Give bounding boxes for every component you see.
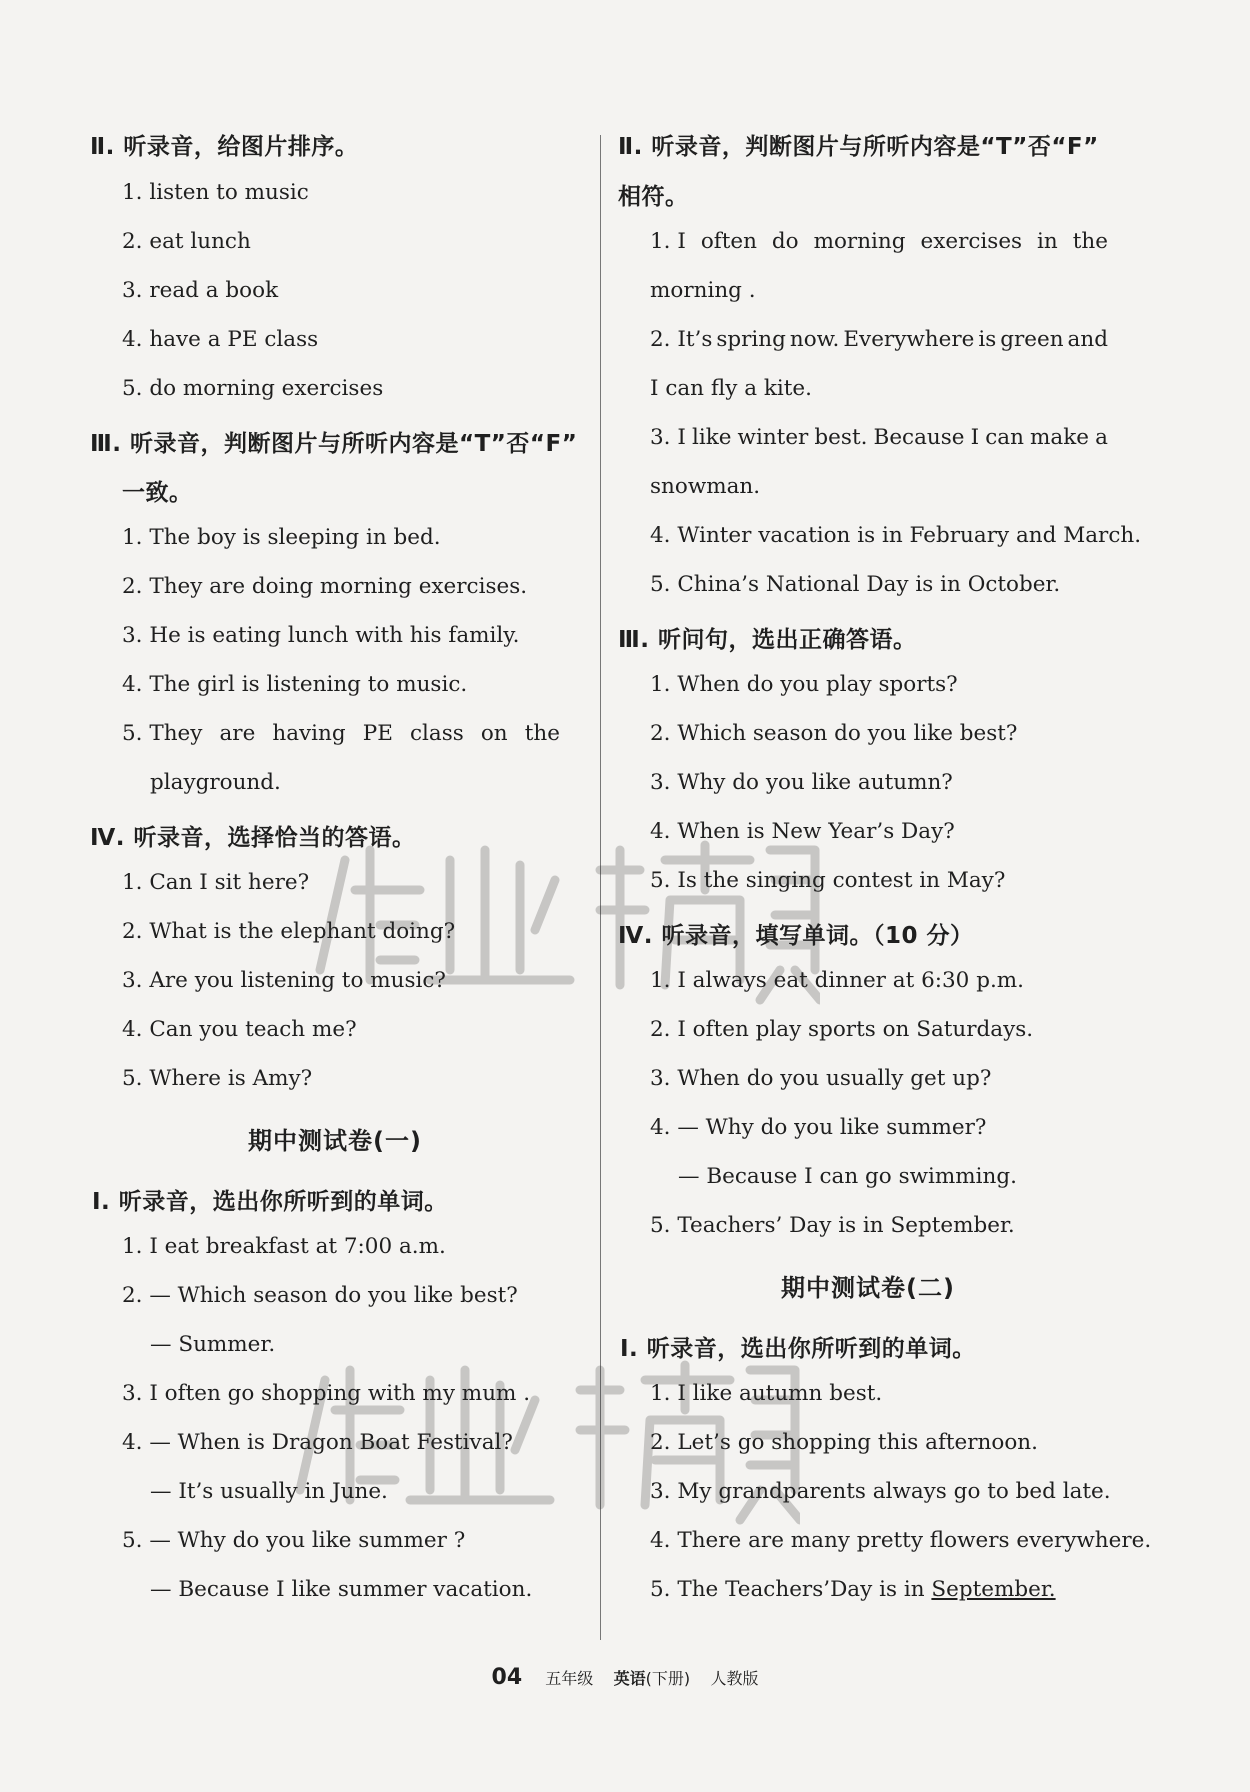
- list-item: 1. Can I sit here?: [122, 870, 310, 895]
- list-item: 4. When is New Year’s Day?: [650, 819, 955, 844]
- list-item: 1. I always eat dinner at 6:30 p.m.: [650, 968, 1025, 993]
- list-item: 2. Let’s go shopping this afternoon.: [650, 1430, 1038, 1455]
- list-item: 3. My grandparents always go to bed late.: [650, 1479, 1111, 1504]
- word: a: [1095, 425, 1108, 450]
- word: having: [272, 721, 346, 746]
- word: Because: [873, 425, 965, 450]
- list-item: 2. I often play sports on Saturdays.: [650, 1017, 1034, 1042]
- page-number: 04: [491, 1665, 523, 1690]
- list-item-cont: — Because I can go swimming.: [678, 1164, 1017, 1189]
- word: do: [771, 229, 799, 254]
- list-item: 2. Which season do you like best?: [650, 721, 1018, 746]
- list-item: 1. I like autumn best.: [650, 1381, 883, 1406]
- word: morning: [813, 229, 906, 254]
- word: often: [700, 229, 757, 254]
- list-item: [650, 425, 1108, 450]
- word: best.: [814, 425, 868, 450]
- word: on: [480, 721, 508, 746]
- footer-edition: 人教版: [710, 1669, 759, 1688]
- midterm-test-2-title: 期中测试卷(二): [781, 1274, 955, 1302]
- list-item: 4. There are many pretty flowers everywhere.: [650, 1528, 1152, 1553]
- word: like: [691, 425, 732, 450]
- list-item: 3. read a book: [122, 278, 279, 303]
- page-footer: [0, 1665, 1250, 1690]
- list-item: 1. The boy is sleeping in bed.: [122, 525, 441, 550]
- right-sec4-heading: Ⅳ. 听录音，填写单词。（10 分）: [618, 923, 974, 949]
- left-sec2-heading: Ⅱ. 听录音，给图片排序。: [90, 134, 359, 160]
- list-item-cont: snowman.: [650, 474, 761, 499]
- list-item: 4. Winter vacation is in February and March.: [650, 523, 1142, 548]
- footer-grade: 五年级: [545, 1669, 594, 1688]
- list-item: [650, 229, 1108, 254]
- list-item-cont: playground.: [150, 770, 281, 795]
- list-item: 3. Why do you like autumn?: [650, 770, 953, 795]
- footer-subject: 英语: [613, 1669, 646, 1688]
- list-item: 2. — Which season do you like best?: [122, 1283, 518, 1308]
- list-item-cont: morning .: [650, 278, 756, 303]
- left-sec3-heading-cont: 一致。: [122, 480, 193, 506]
- item-prefix: 5. The Teachers’Day is in: [650, 1577, 932, 1602]
- right-sec3-heading: Ⅲ. 听问句，选出正确答语。: [618, 627, 917, 653]
- list-item: 5. Teachers’ Day is in September.: [650, 1213, 1015, 1238]
- word: is: [978, 327, 997, 352]
- right-sec2-heading-cont: 相符。: [618, 184, 689, 210]
- list-item: [650, 1577, 1056, 1602]
- column-divider: [600, 135, 601, 1640]
- right-sec2-heading: Ⅱ. 听录音，判断图片与所听内容是“T”否“F”: [618, 134, 1099, 160]
- word: can: [985, 425, 1024, 450]
- list-item-cont: I can fly a kite.: [650, 376, 812, 401]
- list-item: 5. China’s National Day is in October.: [650, 572, 1061, 597]
- word: the: [524, 721, 560, 746]
- word: 3. I: [650, 425, 686, 450]
- list-item: 1. When do you play sports?: [650, 672, 958, 697]
- list-item: 1. I eat breakfast at 7:00 a.m.: [122, 1234, 446, 1259]
- list-item: 4. The girl is listening to music.: [122, 672, 468, 697]
- list-item: 4. Can you teach me?: [122, 1017, 357, 1042]
- word: and: [1067, 327, 1108, 352]
- list-item: 5. — Why do you like summer ?: [122, 1528, 466, 1553]
- left-sec3-heading: Ⅲ. 听录音，判断图片与所听内容是“T”否“F”: [90, 431, 578, 457]
- list-item: 5. Is the singing contest in May?: [650, 868, 1006, 893]
- list-item: 2. eat lunch: [122, 229, 251, 254]
- list-item: [650, 327, 1108, 352]
- word: make: [1030, 425, 1089, 450]
- list-item: 5. do morning exercises: [122, 376, 384, 401]
- list-item: 2. They are doing morning exercises.: [122, 574, 528, 599]
- word: PE: [362, 721, 393, 746]
- left-sec4-heading: Ⅳ. 听录音，选择恰当的答语。: [90, 825, 416, 851]
- list-item: 4. — Why do you like summer?: [650, 1115, 987, 1140]
- footer-volume: (下册): [645, 1669, 691, 1688]
- list-item: [122, 721, 560, 746]
- underlined-word: September.: [931, 1577, 1056, 1602]
- word: winter: [737, 425, 809, 450]
- list-item: 3. He is eating lunch with his family.: [122, 623, 520, 648]
- word: class: [409, 721, 464, 746]
- list-item: 3. Are you listening to music?: [122, 968, 446, 993]
- word: spring: [716, 327, 786, 352]
- word: exercises: [920, 229, 1023, 254]
- word: 5. They: [122, 721, 203, 746]
- word: 2. It’s: [650, 327, 713, 352]
- m2-sec1-heading: Ⅰ. 听录音，选出你所听到的单词。: [620, 1336, 976, 1362]
- m1-sec1-heading: Ⅰ. 听录音，选出你所听到的单词。: [92, 1189, 448, 1215]
- word: are: [219, 721, 256, 746]
- word: green: [1000, 327, 1064, 352]
- list-item: 2. What is the elephant doing?: [122, 919, 456, 944]
- midterm-test-1-title: 期中测试卷(一): [248, 1127, 422, 1155]
- word: in: [1037, 229, 1058, 254]
- list-item: 3. I often go shopping with my mum .: [122, 1381, 531, 1406]
- list-item: 4. — When is Dragon Boat Festival?: [122, 1430, 513, 1455]
- list-item-cont: — It’s usually in June.: [150, 1479, 388, 1504]
- list-item-cont: — Because I like summer vacation.: [150, 1577, 533, 1602]
- word: Everywhere: [843, 327, 975, 352]
- list-item: 1. listen to music: [122, 180, 309, 205]
- list-item: 3. When do you usually get up?: [650, 1066, 992, 1091]
- word: 1. I: [650, 229, 686, 254]
- list-item: 5. Where is Amy?: [122, 1066, 313, 1091]
- list-item-cont: — Summer.: [150, 1332, 276, 1357]
- word: I: [970, 425, 980, 450]
- word: the: [1072, 229, 1108, 254]
- list-item: 4. have a PE class: [122, 327, 319, 352]
- word: now.: [789, 327, 840, 352]
